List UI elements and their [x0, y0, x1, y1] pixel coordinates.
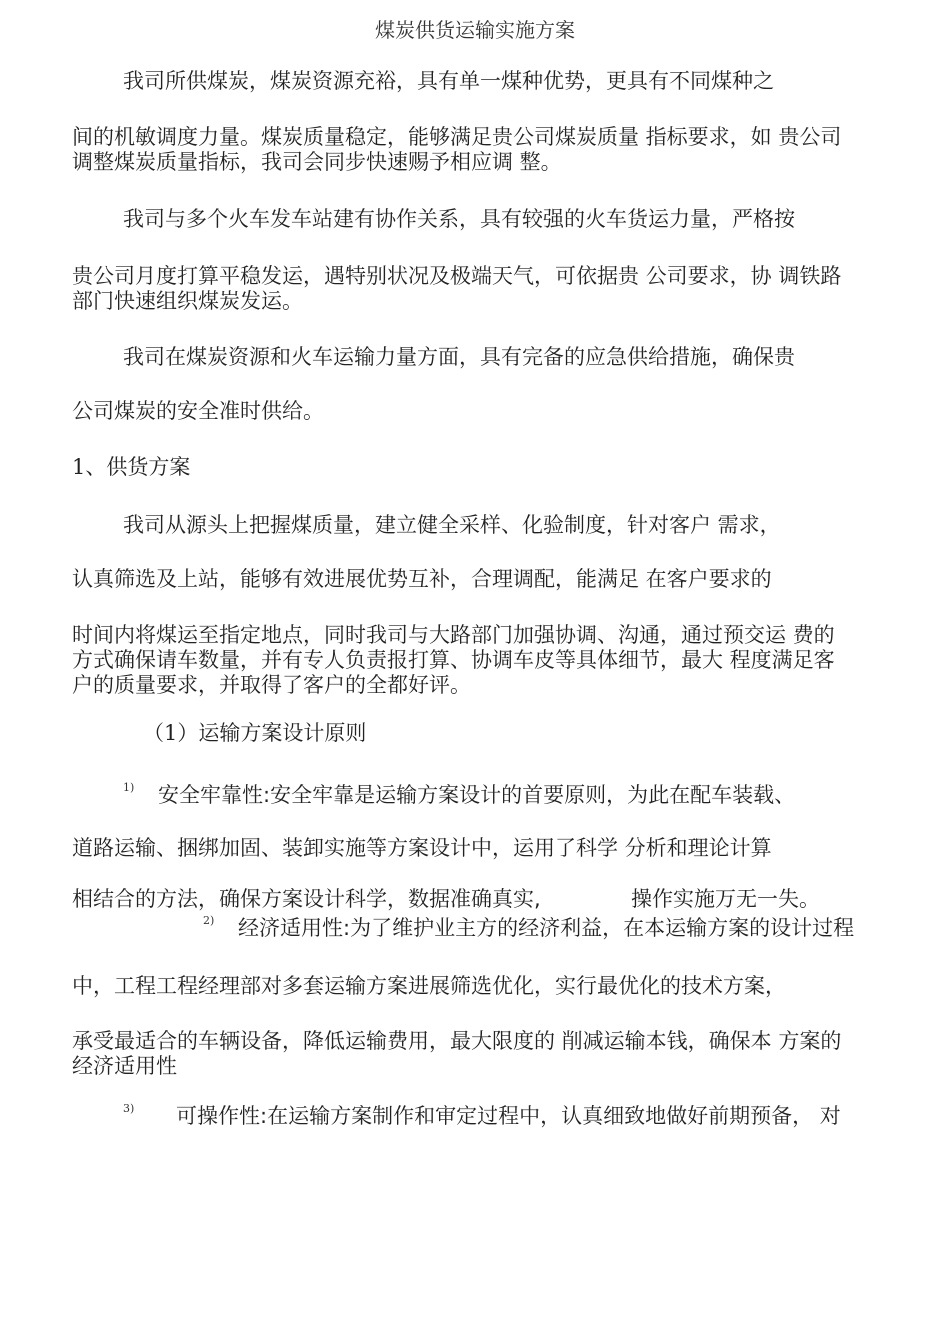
subsection-1-heading: （1）运输方案设计原则	[143, 721, 367, 745]
item-3-line-1: 可操作性:在运输方案制作和审定过程中，认真细致地做好前期预备， 对	[176, 1104, 841, 1128]
intro-p3-line-1: 我司在煤炭资源和火车运输力量方面，具有完备的应急供给措施，确保贵	[123, 345, 795, 369]
section-1-line-3: 时间内将煤运至指定地点，同时我司与大路部门加强协调、沟通，通过预交运 费的	[72, 623, 835, 647]
section-1-line-4: 方式确保请车数量，并有专人负责报打算、协调车皮等具体细节，最大 程度满足客	[72, 648, 835, 672]
item-1-line-3-tail: 操作实施万无一失。	[631, 887, 820, 911]
item-2-marker: 2)	[203, 914, 215, 927]
section-1-line-5: 户的质量要求，并取得了客户的全都好评。	[72, 673, 471, 697]
item-1-line-3: 相结合的方法，确保方案设计科学，数据准确真实,	[72, 887, 541, 911]
item-2-line-3: 承受最适合的车辆设备，降低运输费用，最大限度的 削减运输本钱，确保本 方案的	[72, 1029, 842, 1053]
intro-p2-line-3: 部门快速组织煤炭发运。	[72, 289, 303, 313]
intro-p3-line-2: 公司煤炭的安全准时供给。	[72, 399, 324, 423]
intro-p2-line-1: 我司与多个火车发车站建有协作关系，具有较强的火车货运力量，严格按	[123, 207, 795, 231]
intro-p1-line-2: 间的机敏调度力量。煤炭质量稳定，能够满足贵公司煤炭质量 指标要求，如 贵公司	[72, 125, 842, 149]
document-title: 煤炭供货运输实施方案	[375, 18, 575, 42]
item-2-line-1: 经济适用性:为了维护业主方的经济利益，在本运输方案的设计过程	[238, 916, 855, 940]
item-2-line-2: 中，工程工程经理部对多套运输方案进展筛选优化，实行最优化的技术方案，	[72, 974, 786, 998]
item-1-line-1: 安全牢靠性:安全牢靠是运输方案设计的首要原则，为此在配车装载、	[158, 783, 796, 807]
item-1-line-2: 道路运输、捆绑加固、装卸实施等方案设计中，运用了科学 分析和理论计算	[72, 836, 772, 860]
intro-p2-line-2: 贵公司月度打算平稳发运，遇特别状况及极端天气，可依据贵 公司要求，协 调铁路	[72, 264, 842, 288]
item-2-line-4: 经济适用性	[72, 1054, 177, 1078]
section-1-line-1: 我司从源头上把握煤质量，建立健全采样、化验制度，针对客户 需求，	[123, 513, 781, 537]
intro-p1-line-3: 调整煤炭质量指标，我司会同步快速赐予相应调 整。	[72, 150, 562, 174]
intro-p1-line-1: 我司所供煤炭，煤炭资源充裕，具有单一煤种优势，更具有不同煤种之	[123, 69, 774, 93]
section-1-line-2: 认真筛选及上站，能够有效进展优势互补，合理调配，能满足 在客户要求的	[72, 567, 772, 591]
item-3-marker: 3)	[123, 1102, 135, 1115]
section-1-heading: 1、供货方案	[72, 455, 191, 479]
item-1-marker: 1)	[123, 781, 135, 794]
